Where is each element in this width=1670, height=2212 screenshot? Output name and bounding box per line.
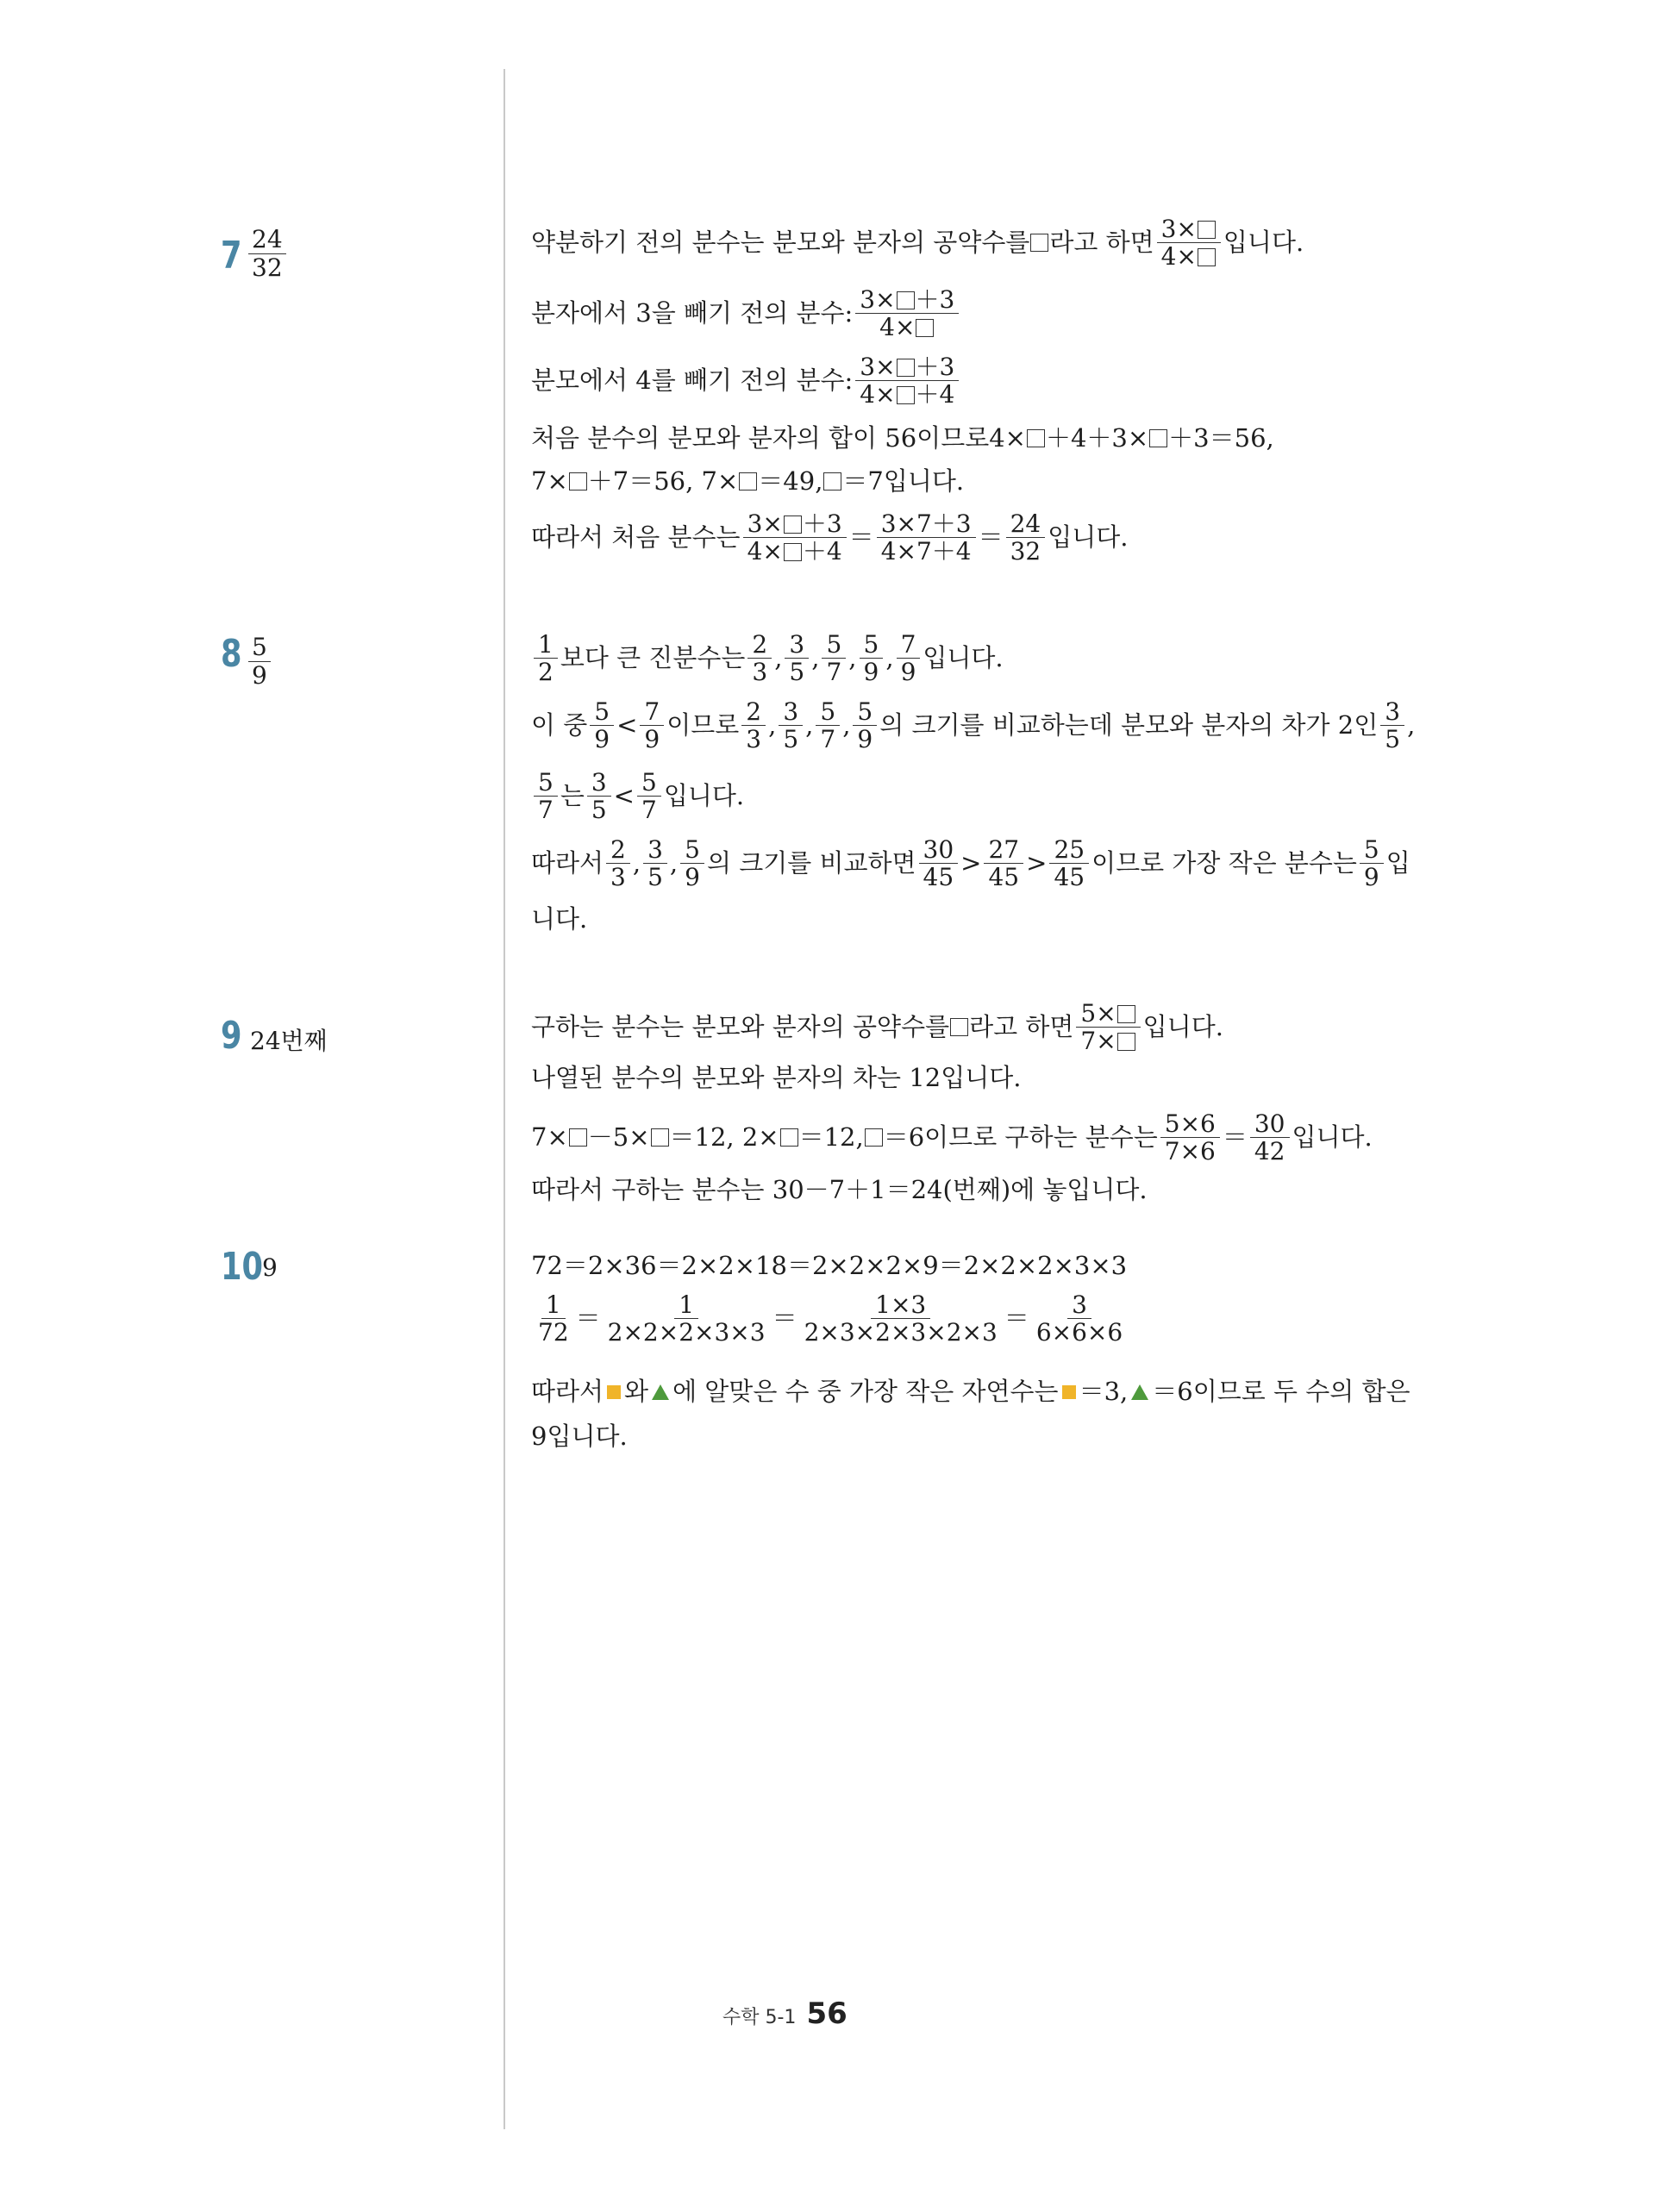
problem-7-answer [248, 226, 286, 282]
column-divider [504, 69, 505, 2129]
answer-numerator: 5 [248, 634, 271, 662]
fraction: $\frac{3\times +3}{4\times +4}$ [743, 510, 847, 565]
green-triangle-icon [1131, 1384, 1148, 1400]
p8-line-2: 이 중 $\frac{5}{9}$ < $\frac{7}{9}$ 이므로 $\frac{2}{3}$ , $\frac{3}{5}$ , $\frac{5}{7}$ , $\frac{5}{9}$ 의 크기를 비교하는데 분모와 분자의 차가 2인 $\frac{3}{5}$ , [531, 697, 1416, 754]
fraction: $\frac{3\times}{4\times}$ [1157, 216, 1221, 271]
p10-line-1: 72＝2×36＝2×2×18＝2×2×2×9＝2×2×2×3×3 [531, 1251, 1128, 1280]
p9-line-3: 7× －5× ＝12, 2× ＝12, ＝6 이므로 구하는 분수는 $\frac{5\times 6}{7\times 6}$ ＝ $\frac{30}{42}$ 입니다. [531, 1109, 1373, 1166]
fraction: $\frac{3\times +3}{4\times +4}$ [855, 353, 959, 409]
p8-line-1: $\frac{1}{2}$ 보다 큰 진분수는 $\frac{2}{3}$ , $\frac{3}{5}$ , $\frac{5}{7}$ , $\frac{5}{9}$ , $\frac{7}{9}$ 입니다. [531, 631, 1004, 686]
problem-10-number: 10 [221, 1245, 263, 1289]
answer-numerator: 24 [248, 226, 286, 254]
yellow-square-icon [1062, 1385, 1076, 1399]
problem-10-answer: 9 [262, 1253, 278, 1282]
p10-line-2: $\frac{1}{72}$ ＝ $\frac{1}{2\times 2\times 2\times 3\times 3}$ ＝ $\frac{1\times 3}{2\times 3\times 2\times 3\times 2\times 3}$ ＝ $\frac{3}{6\times 6\times 6}$ [538, 1290, 1123, 1347]
blank-box-icon [1030, 234, 1048, 252]
p10-line-3: 따라서 와 에 알맞은 수 중 가장 작은 자연수는 ＝3, ＝6이므로 두 수의 합은 [531, 1377, 1410, 1406]
p8-line-4: 따라서 $\frac{2}{3}$ , $\frac{3}{5}$ , $\frac{5}{9}$ 의 크기를 비교하면 $\frac{30}{45}$ > $\frac{27}{45}$ > $\frac{25}{45}$ 이므로 가장 작은 분수는 $\frac{5}{9}$ 입 [531, 835, 1410, 892]
problem-7-number: 7 [221, 234, 242, 278]
p9-line-1: 구하는 분수는 분모와 분자의 공약수를 라고 하면 $\frac{5\times}{7\times}$ 입니다. [531, 999, 1223, 1056]
page-number: 56 [806, 1996, 848, 2031]
fraction: $\frac{24}{32}$ [1006, 510, 1046, 565]
p8-line-3: $\frac{5}{7}$ 는 $\frac{3}{5}$ < $\frac{5}{7}$ 입니다. [531, 769, 744, 824]
problem-8-number: 8 [221, 632, 242, 676]
problem-9-number: 9 [221, 1014, 242, 1058]
fraction: $\frac{3\times +3}{4\times}$ [855, 286, 959, 341]
p8-line-5: 니다. [531, 904, 588, 934]
p7-line-2: 분자에서 3을 빼기 전의 분수: $\frac{3\times +3}{4\times}$ [531, 286, 961, 341]
p9-line-2: 나열된 분수의 분모와 분자의 차는 12입니다. [531, 1063, 1022, 1092]
p7-line-5: 7× ＋7＝56, 7× ＝49, ＝7입니다. [531, 466, 965, 496]
p10-line-4: 9입니다. [531, 1422, 628, 1451]
page-footer [722, 1996, 848, 2031]
p7-line-4: 처음 분수의 분모와 분자의 합이 56이므로 4× ＋4＋3× ＋3＝56, [531, 423, 1274, 453]
p7-line-3: 분모에서 4를 빼기 전의 분수: $\frac{3\times +3}{4\times +4}$ [531, 353, 961, 409]
problem-9-answer: 24번째 [250, 1027, 328, 1055]
problem-8-answer [248, 634, 271, 690]
p7-line-6: 따라서 처음 분수는 $\frac{3\times +3}{4\times +4}$ ＝ $\frac{3\times 7+3}{4\times 7+4}$ ＝ $\frac{24}{32}$ 입니다. [531, 509, 1129, 566]
yellow-square-icon [607, 1385, 621, 1399]
fraction: $\frac{3\times 7+3}{4\times 7+4}$ [877, 510, 976, 565]
p9-line-4: 따라서 구하는 분수는 30－7＋1＝24(번째)에 놓입니다. [531, 1175, 1148, 1204]
answer-denominator: 9 [252, 661, 267, 690]
footer-text: 수학 5-1 [722, 2007, 797, 2028]
p7-line-1: 약분하기 전의 분수는 분모와 분자의 공약수를 라고 하면 $\frac{3\times}{4\times}$ 입니다. [531, 215, 1304, 272]
answer-denominator: 32 [252, 253, 283, 283]
green-triangle-icon [652, 1384, 669, 1400]
